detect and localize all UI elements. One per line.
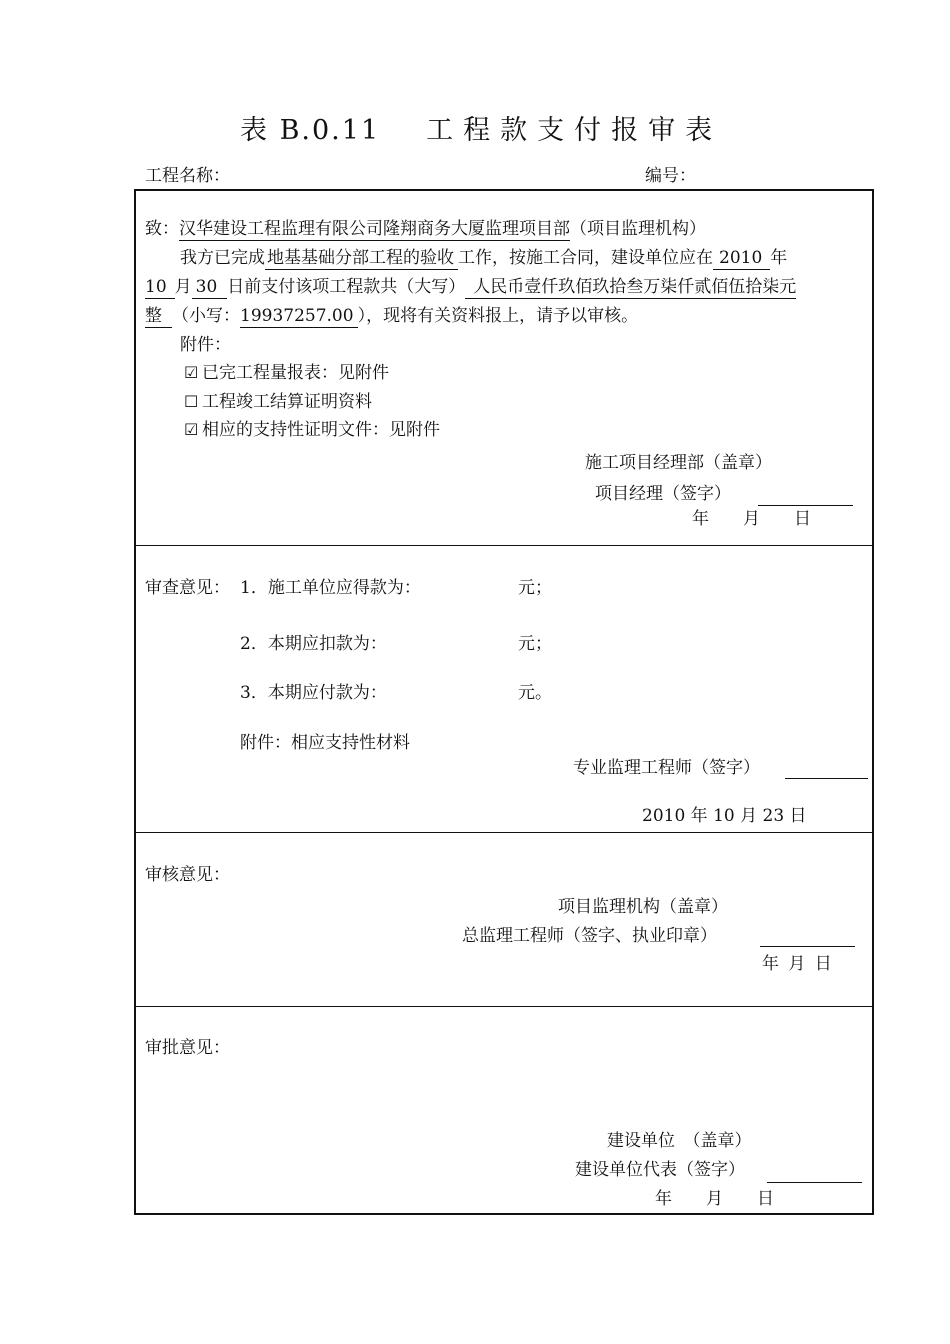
- chief-engineer-signature-line[interactable]: [760, 946, 855, 947]
- amount-lower-line: [145, 308, 638, 325]
- owner-rep-signature-line[interactable]: [767, 1182, 862, 1183]
- review-item-3-unit: 元。: [518, 683, 552, 703]
- review-item-1-unit: 元；: [518, 578, 552, 598]
- amount-upper: 人民币壹仟玖佰玖拾叁万柒仟贰佰伍拾柒元: [465, 277, 796, 299]
- due-month: 10: [145, 277, 175, 299]
- section4-date: 年 月 日: [655, 1189, 774, 1209]
- supervisor-signature-line[interactable]: [785, 778, 868, 779]
- project-name-label: 工程名称：: [145, 166, 230, 186]
- attachment-item: [184, 365, 389, 382]
- review-item-2: 2．本期应扣款为：: [240, 634, 387, 654]
- line3-text-b: 日前支付该项工程款共（大写）: [227, 277, 466, 297]
- attachments-label: 附件：: [180, 335, 231, 355]
- number-label: 编号：: [645, 166, 696, 186]
- owner-stamp-label: 建设单位 （盖章）: [607, 1131, 752, 1151]
- chief-engineer-signature-label: 总监理工程师（签字、执业印章）: [462, 926, 717, 946]
- contractor-stamp-label: 施工项目经理部（盖章）: [585, 453, 772, 473]
- supervision-org-stamp-label: 项目监理机构（盖章）: [558, 897, 728, 917]
- attachment-text: 相应的支持性证明文件：见附件: [202, 420, 440, 440]
- section3-date: 年 月 日: [762, 954, 834, 974]
- work-item: 地基基础分部工程的验收: [265, 248, 458, 270]
- divider-1: [136, 545, 872, 546]
- to-suffix: （项目监理机构）: [570, 219, 706, 239]
- section2-date: 2010 年 10 月 23 日: [642, 806, 807, 826]
- amount-line: [145, 279, 796, 296]
- review-item-3: 3．本期应付款为：: [240, 683, 387, 703]
- divider-2: [136, 832, 872, 833]
- attachment-text: 已完工程量报表：见附件: [202, 363, 389, 383]
- line3-text-a: 月: [174, 277, 192, 297]
- form-code: 表 B.0.11: [240, 115, 381, 146]
- attachment-text: 工程竣工结算证明资料: [202, 392, 372, 412]
- due-year: 2010: [713, 248, 770, 270]
- audit-label: 审核意见：: [145, 865, 230, 885]
- divider-3: [136, 1006, 872, 1007]
- review-attachment: 附件：相应支持性材料: [240, 733, 410, 753]
- line4-text-a: （小写：: [172, 306, 240, 326]
- amount-lower: 19937257.00: [240, 306, 358, 328]
- owner-rep-signature-label: 建设单位代表（签字）: [575, 1160, 745, 1180]
- line4-text-b: ），现将有关资料报上，请予以审核。: [357, 306, 639, 326]
- checkbox-checked-icon[interactable]: ☑: [184, 420, 199, 439]
- review-item-1: 1．施工单位应得款为：: [240, 578, 421, 598]
- attachment-item: [184, 422, 440, 439]
- form-name: 工程款支付报审表: [426, 115, 723, 146]
- project-manager-signature-line[interactable]: [758, 505, 853, 506]
- checkbox-unchecked-icon[interactable]: ☐: [184, 392, 199, 411]
- form-title: [240, 117, 722, 144]
- checkbox-checked-icon[interactable]: ☑: [184, 363, 199, 382]
- line2-text-a: 我方已完成: [180, 248, 265, 268]
- approval-label: 审批意见：: [145, 1038, 230, 1058]
- review-label: 审查意见：: [145, 578, 230, 598]
- review-item-2-unit: 元；: [518, 634, 552, 654]
- addressee-line: [145, 221, 706, 238]
- amount-upper-cont: 整: [145, 306, 172, 328]
- supervisor-signature-label: 专业监理工程师（签字）: [573, 758, 760, 778]
- due-day: 30: [192, 277, 228, 299]
- project-manager-signature-label: 项目经理（签字）: [595, 484, 731, 504]
- line2-text-c: 年: [770, 248, 788, 268]
- line2-text-b: 工作，按施工合同，建设单位应在: [458, 248, 713, 268]
- addressee-org: 汉华建设工程监理有限公司隆翔商务大厦监理项目部: [179, 219, 570, 239]
- to-prefix: 致：: [145, 219, 179, 239]
- attachment-item: [184, 394, 372, 411]
- completion-line: [180, 250, 787, 267]
- section1-date: 年 月 日: [692, 509, 811, 529]
